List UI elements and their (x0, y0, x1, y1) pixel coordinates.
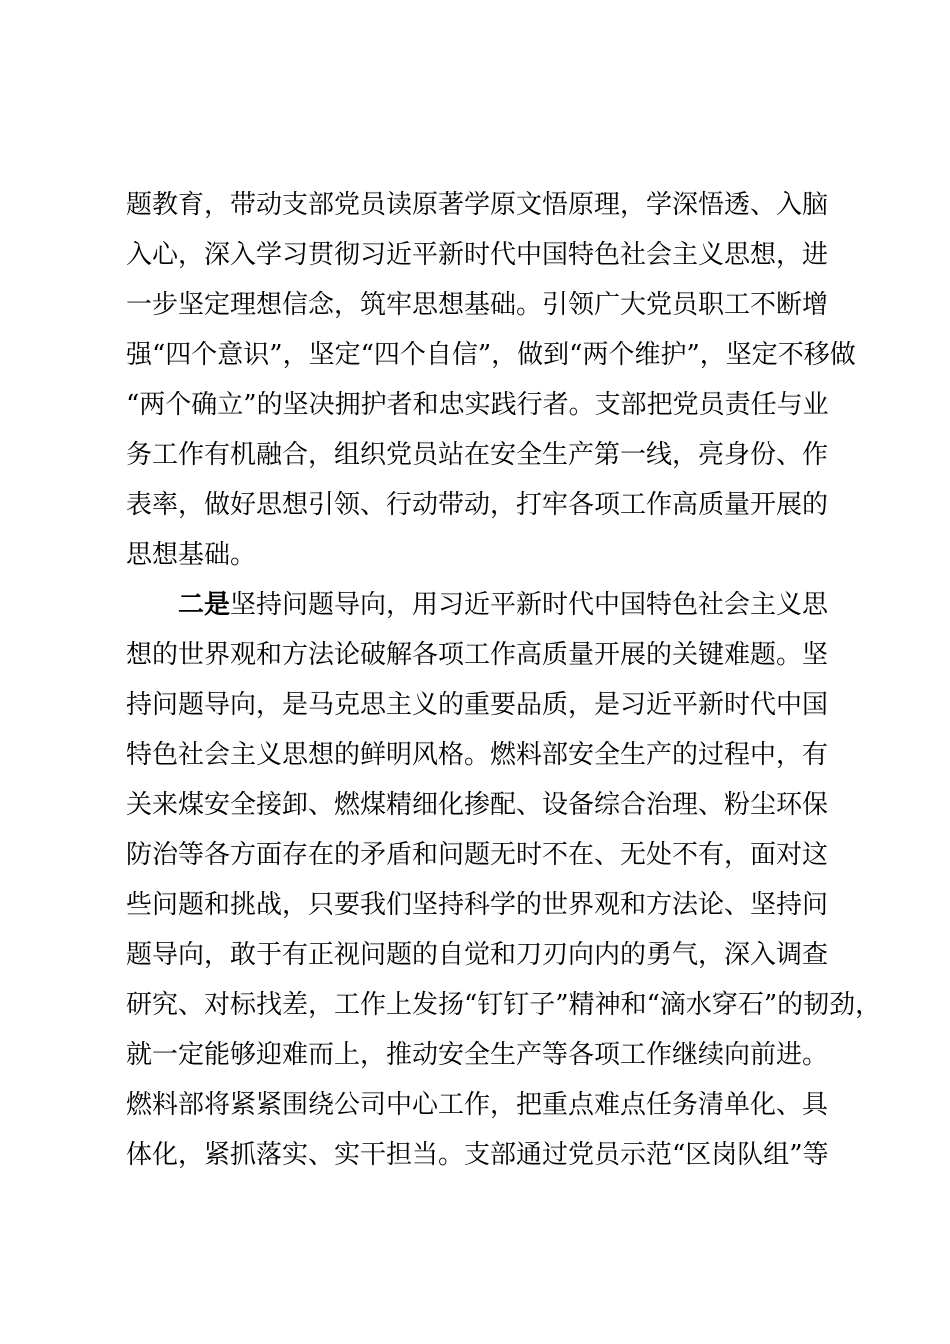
text-line: 务工作有机融合，组织党员站在安全生产第一线，亮身份、作 (126, 440, 829, 470)
text-line: 坚持问题导向，用习近平新时代中国特色社会主义思 (230, 590, 829, 620)
text-line: 题教育，带动支部党员读原著学原文悟原理，学深悟透、入脑 (126, 190, 829, 220)
text-line: 强“四个意识”，坚定“四个自信”，做到“两个维护”，坚定不移做 (126, 340, 856, 370)
text-line: 燃料部将紧紧围绕公司中心工作，把重点难点任务清单化、具 (126, 1090, 829, 1120)
document-body (126, 180, 882, 1180)
text-line: 研究、对标找差，工作上发扬“钉钉子”精神和“滴水穿石”的韧劲， (126, 990, 882, 1020)
text-line: 就一定能够迎难而上，推动安全生产等各项工作继续向前进。 (126, 1040, 829, 1070)
text-line: “两个确立”的坚决拥护者和忠实践行者。支部把党员责任与业 (126, 390, 829, 420)
text-line: 入心，深入学习贯彻习近平新时代中国特色社会主义思想，进 (126, 240, 829, 270)
text-line: 特色社会主义思想的鲜明风格。燃料部安全生产的过程中，有 (126, 740, 829, 770)
text-line: 防治等各方面存在的矛盾和问题无时不在、无处不有，面对这 (126, 840, 829, 870)
text-line: 关来煤安全接卸、燃煤精细化掺配、设备综合治理、粉尘环保 (126, 790, 829, 820)
text-line: 持问题导向，是马克思主义的重要品质，是习近平新时代中国 (126, 690, 829, 720)
paragraph-2-first-line (126, 580, 836, 630)
text-line: 题导向，敢于有正视问题的自觉和刀刃向内的勇气，深入调查 (126, 940, 829, 970)
text-line: 思想基础。 (126, 540, 257, 570)
text-line: 些问题和挑战，只要我们坚持科学的世界观和方法论、坚持问 (126, 890, 829, 920)
text-line: 体化，紧抓落实、实干担当。支部通过党员示范“区岗队组”等 (126, 1140, 829, 1170)
paragraph-lead: 二是 (178, 590, 231, 620)
text-line: 一步坚定理想信念，筑牢思想基础。引领广大党员职工不断增 (126, 290, 829, 320)
text-line: 想的世界观和方法论破解各项工作高质量开展的关键难题。坚 (126, 640, 829, 670)
text-line: 表率，做好思想引领、行动带动，打牢各项工作高质量开展的 (126, 490, 829, 520)
